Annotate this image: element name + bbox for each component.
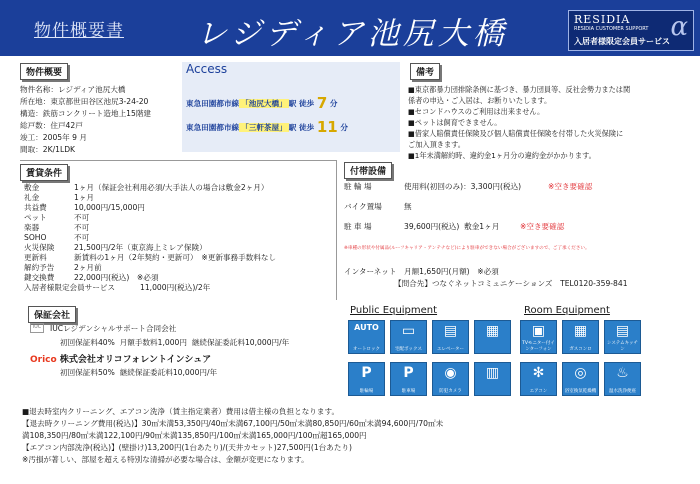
equipment-label: 浴室換気乾燥機 bbox=[564, 389, 597, 394]
equipment-icon: ▭ bbox=[401, 323, 416, 339]
access-row bbox=[186, 94, 338, 112]
public-equipment-title: Public Equipment bbox=[350, 305, 438, 316]
rent-key: 敷金 bbox=[24, 183, 40, 192]
access-title: Access bbox=[186, 62, 228, 76]
footer-line: 【退去時クリーニング費用(税込)】30㎡未満53,350円/40㎡未満67,100円/50㎡未満80,850円/60㎡未満94,600円/70㎡未 bbox=[22, 419, 444, 428]
notes-label: 備考 bbox=[410, 63, 440, 80]
notes-line: ■東京都暴力団排除条例に基づき、暴力団員等、反社会勢力または関 bbox=[408, 85, 631, 94]
rent-value: 新賃料の1ヶ月（2年契約・更新可） ※更新事務手数料なし bbox=[74, 253, 277, 262]
facility-flag: ※空き要確認 bbox=[548, 182, 593, 191]
equipment-label: ガスコンロ bbox=[569, 347, 592, 352]
equipment-label: エレベーター bbox=[437, 347, 464, 352]
equipment-label: 駐車場 bbox=[401, 389, 416, 394]
equipment-label: TVモニター付インターフォン bbox=[522, 341, 555, 352]
facility-key: バイク置場 bbox=[344, 202, 382, 211]
rent-key: 礼金 bbox=[24, 193, 40, 202]
notes-line: 係者の申込・ご入居は、お断りいたします。 bbox=[408, 96, 552, 105]
header-band bbox=[0, 0, 700, 56]
guarantee-company-1: IUCレジデンシャルサポート合同会社 bbox=[50, 324, 177, 333]
rent-value: 不可 bbox=[74, 213, 90, 222]
equipment-tile bbox=[562, 362, 599, 396]
equipment-tile bbox=[474, 320, 511, 354]
equipment-label: システムキッチン bbox=[607, 341, 638, 352]
equipment-tile bbox=[474, 362, 511, 396]
orico-logo bbox=[30, 352, 211, 365]
overview-label: 物件概要 bbox=[20, 63, 68, 80]
equipment-label: 温水洗浄便座 bbox=[609, 389, 636, 394]
facility-value: 使用料(初回のみ)：3,300円(税込) bbox=[404, 182, 522, 191]
equipment-icon: P bbox=[361, 365, 372, 381]
rent-key: SOHO bbox=[24, 233, 47, 242]
rent-value: 22,000円(税込) ※必須 bbox=[74, 273, 159, 282]
parking-note: ※車種の形状や付属品(ルーフキャリア・アンテナなど)により駐車ができない場合がございますので、ご了承ください。 bbox=[344, 246, 590, 251]
logo-service: 入居者様限定会員サービス bbox=[574, 37, 670, 46]
rent-key: 楽器 bbox=[24, 223, 40, 232]
equipment-icon: ✻ bbox=[532, 365, 545, 381]
notes-line: ■セコンドハウスのご利用は出来ません。 bbox=[408, 107, 545, 116]
overview-line: 総戸数：住戸42戸 bbox=[20, 121, 83, 130]
notes-line: ■ペットは飼育できません。 bbox=[408, 118, 502, 127]
access-line: 東急田園都市線 bbox=[186, 99, 240, 108]
logo-alpha-mark: α bbox=[670, 12, 688, 42]
facility-value: 39,600円(税込) 敷金1ヶ月 bbox=[404, 222, 500, 231]
property-title: レジディア池尻大橋 bbox=[196, 16, 508, 52]
footer-line: ※汚損が著しい、部屋を超える特別な清掃が必要な場合は、金額が変更になります。 bbox=[22, 455, 309, 464]
facility-flag: ※空き要確認 bbox=[520, 222, 565, 231]
equipment-icon: ◎ bbox=[574, 365, 587, 381]
equipment-icon: ♨ bbox=[616, 365, 629, 381]
rent-value: 11,000円(税込)/2年 bbox=[140, 283, 211, 292]
access-unit: 分 bbox=[329, 99, 338, 108]
equipment-tile bbox=[520, 320, 557, 354]
equipment-label: オートロック bbox=[353, 347, 380, 352]
guarantee-label: 保証会社 bbox=[28, 306, 76, 323]
footer-line: ■退去時室内クリーニング、エアコン洗浄（賃主指定業者）費用は借主様の負担となります。 bbox=[22, 407, 340, 416]
inquiry-line: 【問合先】つなぐネットコミュニケーションズ TEL0120-359-841 bbox=[394, 279, 628, 288]
rent-value: 1ヶ月 bbox=[74, 193, 95, 202]
overview-line: 竣工：2005年 9 月 bbox=[20, 133, 87, 142]
rent-key: 更新料 bbox=[24, 253, 47, 262]
facility-value: 無 bbox=[404, 202, 412, 211]
equipment-tile bbox=[604, 320, 641, 354]
equipment-tile bbox=[432, 320, 469, 354]
rent-value: 1ヶ月（保証会社利用必須/大手法人の場合は敷金2ヶ月） bbox=[74, 183, 269, 192]
rent-value: 不可 bbox=[74, 233, 90, 242]
access-line: 東急田園都市線 bbox=[186, 123, 240, 132]
facility-key: 駐 輪 場 bbox=[344, 182, 372, 191]
doc-label: 物件概要書 bbox=[34, 21, 124, 41]
access-station-suffix: 駅 bbox=[288, 99, 297, 108]
equipment-icon: ▣ bbox=[531, 323, 546, 339]
rent-key: 鍵交換費 bbox=[24, 273, 55, 282]
residia-logo bbox=[568, 10, 694, 51]
equipment-tile bbox=[432, 362, 469, 396]
equipment-label: 防犯カメラ bbox=[439, 389, 462, 394]
equipment-tile bbox=[348, 320, 385, 354]
access-station-suffix: 駅 bbox=[288, 123, 297, 132]
facility-key: 駐 車 場 bbox=[344, 222, 372, 231]
access-station: 「池尻大橋」 bbox=[241, 99, 287, 108]
access-minutes: 7 bbox=[316, 94, 328, 112]
footer-line: 満108,350円/80㎡未満122,100円/90㎡未満135,850円/100㎡未満165,000円/100㎡超165,000円 bbox=[22, 431, 367, 440]
divider bbox=[336, 160, 337, 300]
logo-sub: RESIDIA CUSTOMER SUPPORT bbox=[574, 26, 649, 32]
access-minutes: 11 bbox=[316, 118, 338, 136]
equipment-label: エアコン bbox=[529, 389, 548, 394]
overview-line: 構造：鉄筋コンクリート造地上15階建 bbox=[20, 109, 152, 118]
equipment-icon: ▦ bbox=[485, 323, 500, 339]
rent-key: 共益費 bbox=[24, 203, 47, 212]
overview-line: 間取：2K/1LDK bbox=[20, 145, 76, 154]
rent-value: 21,500円/2年（東京海上ミレア保険） bbox=[74, 243, 207, 252]
iuc-logo-icon: IUC bbox=[30, 323, 44, 333]
facilities-label: 付帯設備 bbox=[344, 162, 392, 179]
access-walk: 徒歩 bbox=[298, 123, 315, 132]
guarantee-terms-1: 初回保証料40% 月額手数料1,000円 継続保証委託料10,000円/年 bbox=[60, 338, 290, 347]
rent-value: 10,000円/15,000円 bbox=[74, 203, 145, 212]
internet-label: インターネット bbox=[344, 267, 397, 276]
notes-line: ■借家人賠償責任保険及び個人賠償責任保険を付帯した火災保険に bbox=[408, 129, 624, 138]
equipment-label: 宅配ボックス bbox=[395, 347, 422, 352]
rent-label: 賃貸条件 bbox=[20, 164, 68, 181]
rent-key: ペット bbox=[24, 213, 47, 222]
overview-line: 物件名称：レジディア池尻大橋 bbox=[20, 85, 126, 94]
equipment-tile bbox=[562, 320, 599, 354]
guarantee-terms-2: 初回保証料50% 継続保証委託料10,000円/年 bbox=[60, 368, 218, 377]
equipment-icon: P bbox=[403, 365, 414, 381]
overview-line: 所在地：東京都世田谷区池尻3-24-20 bbox=[20, 97, 149, 106]
equipment-icon: AUTO bbox=[354, 323, 379, 332]
equipment-icon: ◉ bbox=[444, 365, 457, 381]
rent-key: 火災保険 bbox=[24, 243, 55, 252]
rent-value: 2ヶ月前 bbox=[74, 263, 102, 272]
notes-line: ■1年未満解約時、違約金1ヶ月分の違約金がかかります。 bbox=[408, 151, 596, 160]
access-walk: 徒歩 bbox=[298, 99, 315, 108]
equipment-icon: ▥ bbox=[485, 365, 500, 381]
access-panel bbox=[182, 62, 400, 152]
guarantee-company-2: 株式会社オリコフォレントインシュア bbox=[59, 355, 212, 365]
orico-mark: Orico bbox=[30, 355, 57, 365]
logo-brand: RESIDIA bbox=[574, 13, 631, 26]
rent-key: 入居者様限定会員サービス bbox=[24, 283, 116, 292]
equipment-icon: ▦ bbox=[573, 323, 588, 339]
equipment-tile bbox=[390, 362, 427, 396]
room-equipment-title: Room Equipment bbox=[524, 305, 610, 316]
equipment-tile bbox=[390, 320, 427, 354]
access-row bbox=[186, 118, 348, 136]
internet-value: 月額1,650円(月額) ※必須 bbox=[404, 267, 499, 276]
equipment-icon: ▤ bbox=[615, 323, 630, 339]
equipment-tile bbox=[348, 362, 385, 396]
equipment-label: 駐輪場 bbox=[359, 389, 374, 394]
access-station: 「三軒茶屋」 bbox=[241, 123, 287, 132]
equipment-icon: ▤ bbox=[443, 323, 458, 339]
divider bbox=[20, 160, 336, 161]
footer-line: 【エアコン内部洗浄(税込)】(壁掛け)13,200円(1台あたり)/(天井カセット)27,500円(1台あたり) bbox=[22, 443, 353, 452]
rent-value: 不可 bbox=[74, 223, 90, 232]
notes-line: ご加入頂きます。 bbox=[408, 140, 465, 149]
equipment-tile bbox=[604, 362, 641, 396]
rent-key: 解約予告 bbox=[24, 263, 55, 272]
access-unit: 分 bbox=[340, 123, 348, 132]
equipment-tile bbox=[520, 362, 557, 396]
